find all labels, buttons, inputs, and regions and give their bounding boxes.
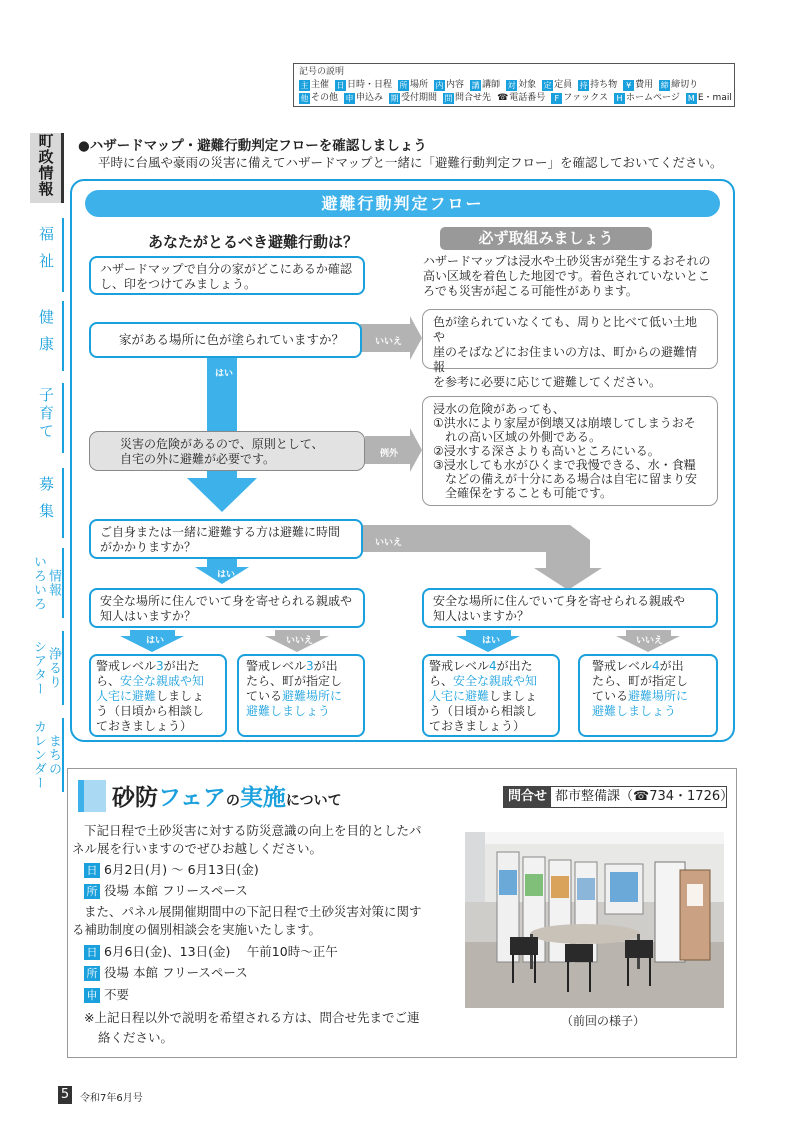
tab-label: 町政情報 [36,133,55,197]
text-line: 自宅の外に避難が必要です。 [120,452,276,466]
legend-icon: ¥ [623,80,634,91]
text-line: 知人はいますか？ [100,609,197,623]
legend-label: ファックス [563,93,609,103]
legend-icon: 所 [399,81,408,90]
text-line: ろでも災害が起こる可能性があります。 [423,284,638,298]
text-line: がかかりますか？ [100,540,197,554]
place-icon: 所 [84,884,100,899]
question-relatives-left [89,588,365,628]
exception-note [422,396,718,506]
text-line: ご自身または一緒に避難する方は避難に時間 [100,525,341,539]
text-line: ておきましょう） [429,719,526,733]
text-part: 安全な親戚や知 [120,674,205,688]
level-number: 3 [306,659,314,673]
legend-label: 受付期間 [401,93,438,103]
issue-label: 令和7年6月号 [80,1093,143,1104]
legend-label: 主催 [311,80,330,90]
text-line: 災害の危険があるので、原則として、 [120,437,324,451]
panel-place [84,882,248,900]
photo-illustration [465,832,724,1008]
inquiry-box [503,786,734,808]
text-part: 6月2日(月) ～ 6月13日(金) [104,862,259,877]
text-line: たら、町が指定し [592,674,689,688]
step-check-map [89,256,365,295]
question-colored-area: 家がある場所に色が塗られていますか？ [89,322,362,358]
text-part: しましょ [156,689,205,703]
legend-icon: 持 [579,81,588,90]
title-accent-light [84,780,106,812]
text-part: 警戒レベル [96,659,157,673]
text-line: 避難しましょう [246,704,331,718]
legend-label: 日時・日程 [347,80,393,90]
panel-date [84,861,259,879]
title-accent [78,780,84,812]
legend-label: 電話番号 [509,93,546,103]
legend-label: ホームページ [626,93,680,103]
sabo-intro-2: ネル展を行いますのでぜひお越しください。 [72,841,323,856]
apply-icon: 申 [84,988,100,1003]
inquiry-text: 都市整備課（☎734・1726） [555,789,734,804]
text-line: などの備えが十分にある場合は自宅に留まり安 [433,472,698,486]
legend-label: E・mail [697,93,732,103]
legend-icon: H [614,93,625,104]
text-part: が出 [659,659,684,673]
text-line: ハザードマップで自分の家がどこにあるか確認 [100,262,352,276]
date-icon: 日 [84,863,100,878]
text-line: 浸水の危険があっても、 [433,402,565,416]
text-line: 高い区域を着色した地図です。着色されていないとこ [423,269,711,283]
label-no-1: いいえ [375,337,403,347]
sabo-intro-1: 下記日程で土砂災害に対する防災意識の向上を目的としたパ [84,823,422,838]
photo-caption: （前回の様子） [561,1014,646,1028]
legend-icon: 申 [345,94,354,103]
text-part: 避難場所に [628,689,689,703]
text-part: 警戒レベル [429,659,490,673]
legend-icon: 日 [336,81,345,90]
legend-title: 記号の説明 [299,67,345,77]
tab-label: 子育て [37,387,55,441]
legend-icon: 締 [660,81,669,90]
legend-icon: 定 [543,81,552,90]
legend-label: 問合せ先 [455,93,492,103]
legend-label: 場所 [410,80,429,90]
text-line: 知人はいますか？ [433,609,530,623]
legend-label: 内容 [446,80,465,90]
legend-label: その他 [311,93,339,103]
question-relatives-right [422,588,718,628]
hazard-section-title: ●ハザードマップ・避難行動判定フローを確認しましょう [78,138,427,154]
level-number: 4 [652,659,660,673]
left-heading: あなたがとるべき避難行動は？ [148,233,359,251]
legend-label: 講師 [482,80,501,90]
evacuation-required [89,431,365,471]
text-line: 安全な場所に住んでいて身を寄せられる親戚や [433,594,686,608]
consult-place [84,964,248,982]
text-part: 6月6日(金)、13日(金) 午前10時～正午 [104,944,338,959]
tab-label: 募集 [37,476,55,530]
text-line: 安全な場所に住んでいて身を寄せられる親戚や [100,594,353,608]
text-line: たら、町が指定し [246,674,343,688]
note-line-2: 絡ください。 [98,1030,174,1045]
sabo-consult-2: る補助制度の個別相談会を実施いたします。 [72,922,322,937]
level-number: 3 [156,659,164,673]
legend-label: 締切り [671,80,699,90]
tab-label-b: いろいろ [31,555,46,611]
legend-icon: ☎ [497,93,509,103]
result-level4-shelter [578,654,718,737]
text-part: が出 [313,659,338,673]
legend-icon: 対 [507,81,516,90]
text-part: 人宅に避難 [96,689,157,703]
legend-icon: F [551,93,562,104]
label-no-2: いいえ [375,538,403,548]
text-part: しましょ [489,689,538,703]
tab-label-a: 浄るり [46,647,61,689]
legend-icon: 主 [300,81,309,90]
application [84,986,129,1004]
text-line: し、印をつけてみましょう。 [100,277,257,291]
text-line: れの高い区域の外側である。 [433,430,602,444]
legend-label: 対象 [518,80,537,90]
label-no-4: いいえ [636,636,664,646]
sabo-consult-1: また、パネル展開催期間中の下記日程で土砂災害対策に関す [84,904,422,919]
text-part: ら、 [96,674,121,688]
text-part: が出た [496,659,533,673]
legend-icon: 内 [435,81,444,90]
text-part: 不要 [104,987,130,1002]
no-color-note [422,309,718,389]
hazard-map-note [423,254,711,299]
text-line: う（日頃から相談し [96,704,205,718]
page-number: 5 [58,1086,72,1104]
hazard-section-desc: 平時に台風や豪雨の災害に備えてハザードマップと一緒に「避難行動判定フロー」を確認しておいてください。 [98,155,723,170]
text-part: ら、 [429,674,454,688]
date-icon: 日 [84,945,100,960]
legend-icon: 期 [390,94,399,103]
text-part: 警戒レベル [246,659,307,673]
tab-label-b: カレンダー [31,720,46,790]
question-need-time [89,519,363,559]
text-part: 安全な親戚や知 [453,674,538,688]
text-line: ①洪水により家屋が倒壊又は崩壊してしまうおそ [433,416,696,430]
consult-date [84,943,338,961]
tab-label-a: 情報 [46,569,61,597]
label-no-3: いいえ [286,636,314,646]
title-part: 砂防 [112,785,158,811]
sabo-fair-title [112,779,342,812]
text-line: う（日頃から相談し [429,704,538,718]
text-part: ている [592,689,629,703]
text-part: 避難場所に [282,689,343,703]
text-part: 役場 本館 フリースペース [104,965,248,980]
legend-label: 定員 [554,80,573,90]
text-line: 避難しましょう [592,704,677,718]
text-line: ③浸水しても水がひくまで我慢できる、水・食糧 [433,458,696,472]
label-yes-4: はい [482,636,501,646]
legend-icon: 問 [444,94,453,103]
title-part: について [285,793,342,809]
legend-icon: 他 [300,94,309,103]
previous-fair-photo [465,832,724,1008]
label-exception: 例外 [380,449,399,459]
result-level4-relatives [422,654,560,737]
title-part: の [225,793,240,809]
text-part: 警戒レベル [592,659,653,673]
legend-label: 費用 [635,80,654,90]
text-line: ておきましょう） [96,719,193,733]
result-level3-shelter [237,654,365,737]
text-line: 全確保をすることも可能です。 [433,486,613,500]
level-number: 4 [489,659,497,673]
text-part: 役場 本館 フリースペース [104,883,248,898]
legend-label: 申込み [356,93,384,103]
text-line: ②浸水する深さよりも高いところにいる。 [433,444,660,458]
text-part: 人宅に避難 [429,689,490,703]
text-line: を参考に必要に応じて避難してください。 [433,375,662,389]
legend-icon: 講 [471,81,480,90]
right-heading: 必ず取組みましょう [440,227,652,250]
tab-label-b: シアター [31,640,46,696]
tab-label-a: まちの [46,734,61,776]
title-part: フェア [158,785,226,811]
tab-label: 福祉 [37,226,55,280]
place-icon: 所 [84,966,100,981]
label-yes-1: はい [215,369,234,379]
label-yes-2: はい [217,570,236,580]
text-line: 色が塗られていなくても、周りと比べて低い土地や [433,315,698,344]
title-part: 実施 [239,785,286,811]
text-part: が出た [163,659,200,673]
text-part: ている [246,689,283,703]
tab-label: 健康 [37,309,55,363]
text-line: 崖のそばなどにお住まいの方は、町からの避難情報 [433,345,698,374]
result-level3-relatives [89,654,227,737]
text-line: ハザードマップは浸水や土砂災害が発生するおそれの [423,254,711,268]
flow-title: 避難行動判定フロー [85,190,720,217]
legend-label: 持ち物 [590,80,618,90]
note-line-1: ※上記日程以外で説明を希望される方は、問合せ先までご連 [84,1010,420,1025]
inquiry-label: 問合せ [504,787,551,807]
legend-icon: M [686,93,697,104]
label-yes-3: はい [146,636,165,646]
